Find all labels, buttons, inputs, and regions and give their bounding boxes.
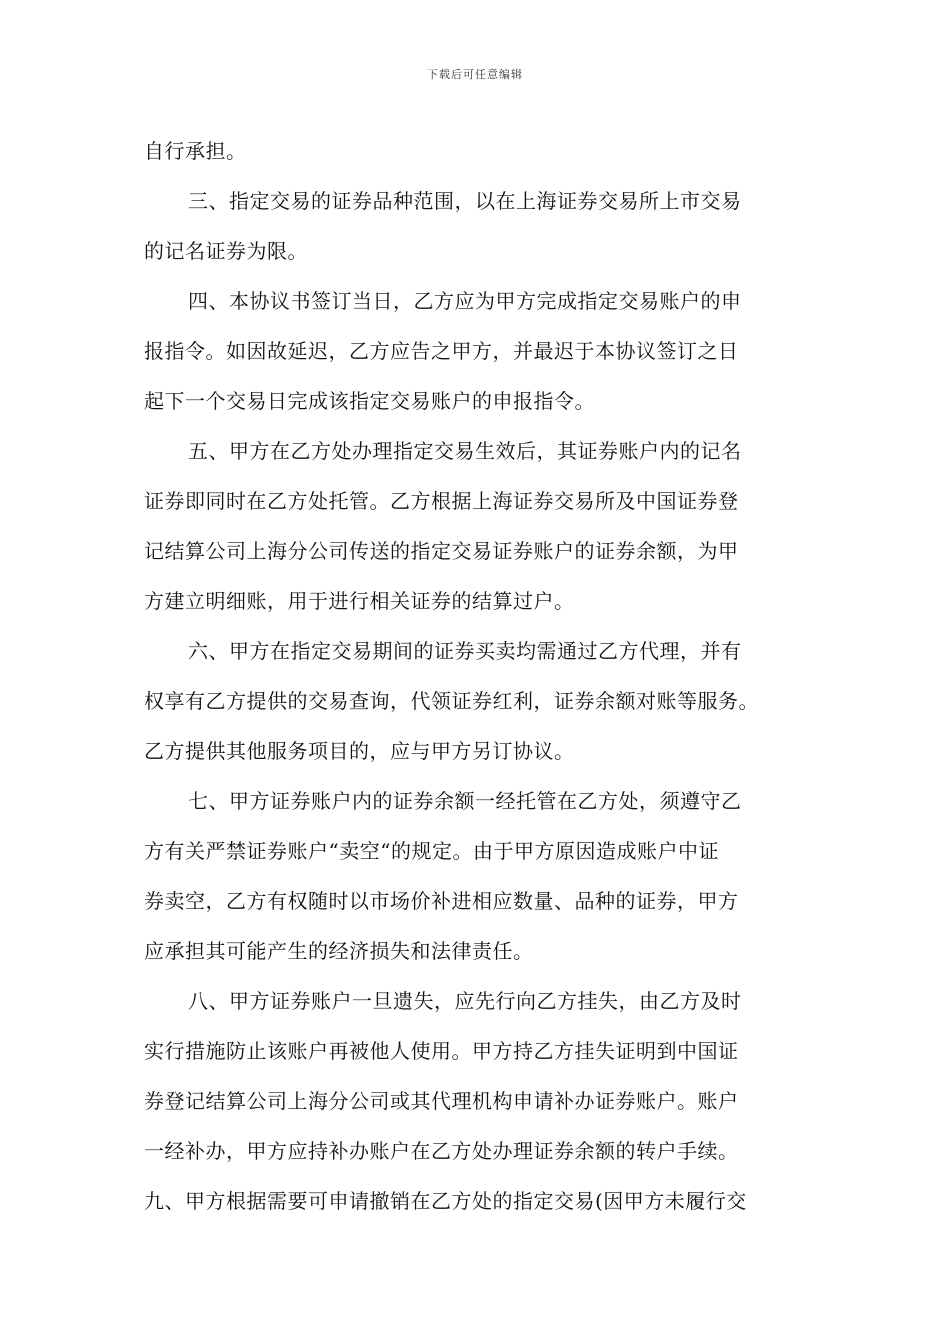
clause-3-line: 三、指定交易的证券品种范围，以在上海证券交易所上市交易 (188, 189, 742, 213)
text-line: 一经补办，甲方应持补办账户在乙方处办理证券余额的转户手续。 (144, 1139, 739, 1163)
clause-4-line: 四、本协议书签订当日，乙方应为甲方完成指定交易账户的申 (188, 289, 742, 313)
text-line: 记结算公司上海分公司传送的指定交易证券账户的证券余额，为甲 (144, 539, 739, 563)
body-text (144, 126, 820, 1226)
clause-7-line: 七、甲方证券账户内的证券余额一经托管在乙方处，须遵守乙 (188, 789, 742, 813)
page-header: 下载后可任意编辑 (427, 68, 523, 81)
clause-5-line: 五、甲方在乙方处办理指定交易生效后，其证券账户内的记名 (188, 439, 742, 463)
clause-8-line: 八、甲方证券账户一旦遗失，应先行向乙方挂失，由乙方及时 (188, 989, 742, 1013)
text-line: 的记名证券为限。 (144, 239, 308, 263)
text-line: 证券即同时在乙方处托管。乙方根据上海证券交易所及中国证券登 (144, 489, 739, 513)
text-line: 起下一个交易日完成该指定交易账户的申报指令。 (144, 389, 595, 413)
text-line: 报指令。如因故延迟，乙方应告之甲方，并最迟于本协议签订之日 (144, 339, 739, 363)
text-line: 方有关严禁证券账户“卖空“的规定。由于甲方原因造成账户中证 (144, 839, 719, 863)
clause-9-line: 九、甲方根据需要可申请撤销在乙方处的指定交易(因甲方未履行交 (144, 1189, 747, 1213)
text-line: 乙方提供其他服务项目的，应与甲方另订协议。 (144, 739, 575, 763)
clause-6-line: 六、甲方在指定交易期间的证券买卖均需通过乙方代理，并有 (188, 639, 742, 663)
text-line: 应承担其可能产生的经济损失和法律责任。 (144, 939, 534, 963)
text-line: 自行承担。 (144, 139, 247, 163)
text-line: 券卖空，乙方有权随时以市场价补进相应数量、品种的证券，甲方 (144, 889, 739, 913)
text-line: 方建立明细账，用于进行相关证券的结算过户。 (144, 589, 575, 613)
text-line: 实行措施防止该账户再被他人使用。甲方持乙方挂失证明到中国证 (144, 1039, 739, 1063)
text-line: 券登记结算公司上海分公司或其代理机构申请补办证券账户。账户 (144, 1089, 739, 1113)
text-line: 权享有乙方提供的交易查询，代领证券红利，证券余额对账等服务。 (144, 689, 759, 713)
